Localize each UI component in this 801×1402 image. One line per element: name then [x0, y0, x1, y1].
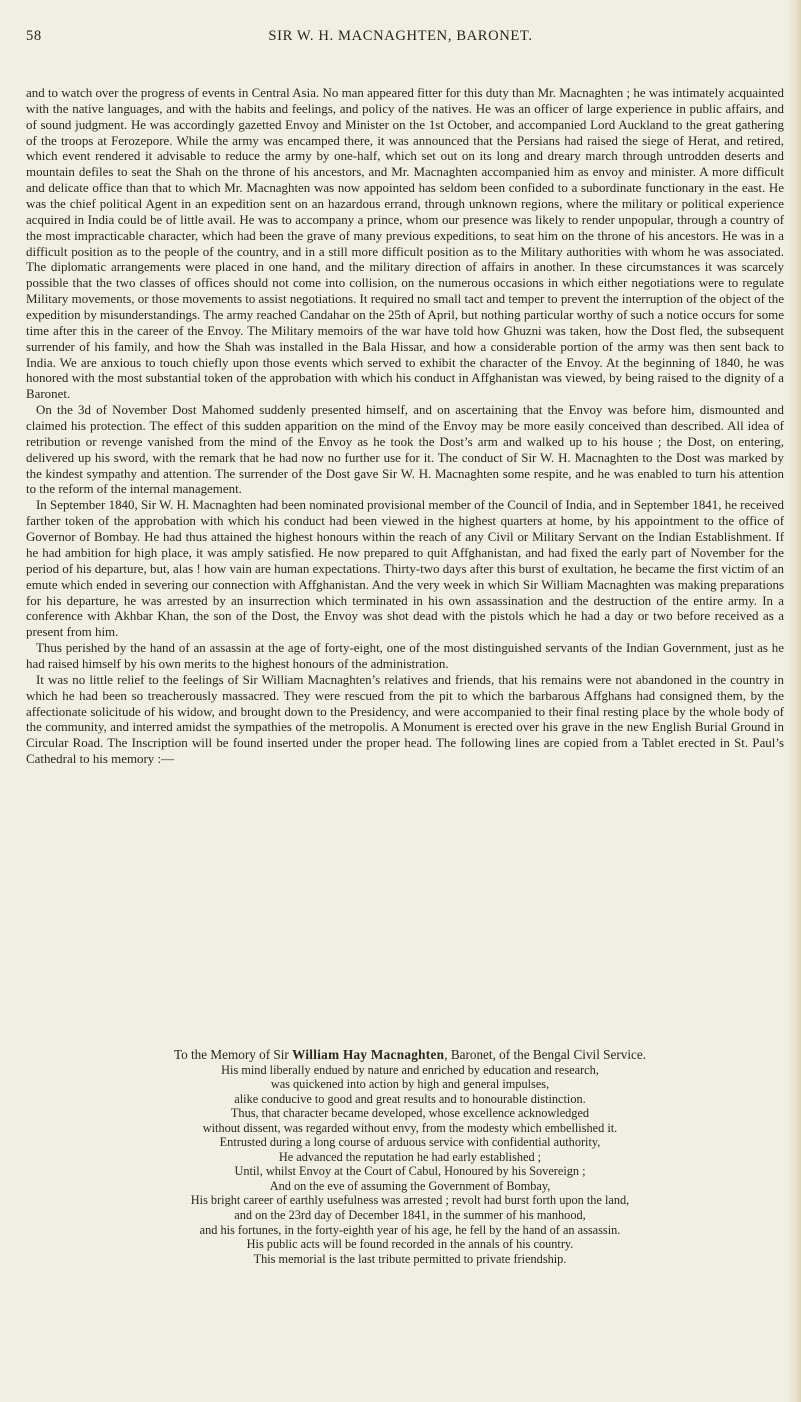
paragraph: Thus perished by the hand of an assassin at the age of forty-eight, one of the most distinguished servants of the Indian Government, just as he had raised himself by his own merits to the highest honours of the administration.: [26, 640, 784, 671]
inscription-line: His bright career of earthly usefulness was arrested ; revolt had burst forth upon the land,: [190, 1193, 630, 1208]
inscription-line: and his fortunes, in the forty-eighth year of his age, he fell by the hand of an assassin.: [199, 1222, 621, 1237]
honoree-name: William Hay Macnaghten: [292, 1047, 445, 1062]
inscription-line: He advanced the reputation he had early established ;: [278, 1149, 542, 1164]
inscription-line: His public acts will be found recorded in the annals of his country.: [246, 1237, 574, 1252]
inscription-line: Entrusted during a long course of arduous service with confidential authority,: [219, 1135, 601, 1150]
page-number: 58: [26, 28, 42, 44]
inscription-line: was quickened into action by high and general impulses,: [270, 1077, 550, 1092]
running-head: SIR W. H. MACNAGHTEN, BARONET.: [268, 28, 533, 44]
inscription-line: This memorial is the last tribute permitted to private friendship.: [253, 1251, 567, 1266]
inscription-line: And on the eve of assuming the Government of Bombay,: [269, 1178, 551, 1193]
inscription-line: His mind liberally endued by nature and enriched by education and research,: [221, 1062, 599, 1077]
inscription-line: without dissent, was regarded without envy, from the modesty which embellished it.: [202, 1120, 618, 1135]
page-header: [26, 28, 775, 48]
paragraph: It was no little relief to the feelings of Sir William Macnaghten’s relatives and friends, that his remains were not abandoned in the country in which he had been so treacherously massacred. They were rescued from the pit to which the barbarous Affghans had consigned them, by the affectionate solicitude of his widow, and brought down to the Presidency, and were accompanied to their final resting place by the whole body of the community, and interred amidst the sympathies of the metropolis. A Monument is erected over his grave in the new English Burial Ground in Circular Road. The Inscription will be found inserted under the proper head. The following lines are copied from a Tablet erected in St. Paul’s Cathedral to his memory :—: [26, 671, 784, 767]
inscription-line: Until, whilst Envoy at the Court of Cabul, Honoured by his Sovereign ;: [234, 1164, 586, 1179]
inscription-line: To the Memory of Sir William Hay Macnaghten, Baronet, of the Bengal Civil Service.: [173, 1047, 647, 1062]
page-edge: [787, 0, 801, 1402]
memorial-inscription: [40, 1048, 780, 1266]
inscription-line: alike conducive to good and great results and to honourable distinction.: [234, 1091, 586, 1106]
body-text: [26, 85, 784, 767]
inscription-line: and on the 23rd day of December 1841, in the summer of his manhood,: [234, 1208, 586, 1223]
inscription-line: Thus, that character became developed, whose excellence acknowledged: [230, 1106, 590, 1121]
paragraph: On the 3d of November Dost Mahomed suddenly presented himself, and on ascertaining that the Envoy was before him, dismounted and claimed his protection. The effect of this sudden apparition on the mind of the Envoy may be more easily conceived than described. All idea of retribution or revenge vanished from the mind of the Envoy as he took the Dost’s arm and walked up to his house ; the Dost, on entering, delivered up his sword, with the remark that he had now no further use for it. The conduct of Sir W. H. Macnaghten to the Dost was marked by the kindest sympathy and attention. The surrender of the Dost gave Sir W. H. Macnaghten some respite, and he was enabled to turn his attention to the reform of the internal management.: [26, 402, 784, 497]
paragraph: In September 1840, Sir W. H. Macnaghten had been nominated provisional member of the Council of India, and in September 1841, he received farther token of the approbation with which his conduct had been viewed in the highest quarters at home, by his appointment to the office of Governor of Bombay. He had thus attained the highest honours within the reach of any Civil or Military Servant on the Indian Establishment. If he had ambition for high place, it was amply satisfied. He now prepared to quit Affghanistan, and had fixed the early part of November for the period of his departure, but, alas ! how vain are human expectations. Thirty-two days after this burst of exultation, he became the first victim of an emute which ended in severing our connection with Affghanistan. And the very week in which Sir William Macnaghten was making preparations for his departure, he was arrested by an insurrection which terminated in his own assassination and the destruction of the entire army. In a conference with Akhbar Khan, the son of the Dost, the Envoy was shot dead with the pistols which he had a day or two before received as a present from him.: [26, 497, 784, 640]
paragraph: and to watch over the progress of events in Central Asia. No man appeared fitter for this duty than Mr. Macnaghten ; he was intimately acquainted with the native languages, and with the habits and feelings, and policy of the natives. He was an officer of large experience in public affairs, and of sound judgment. He was accordingly gazetted Envoy and Minister on the 1st October, and accompanied Lord Auckland to the great gathering of the troops at Ferozepore. While the army was encamped there, it was announced that the Persians had raised the siege of Herat, and retired, which event rendered it advisable to reduce the army by one-half, which set out on its long and dreary march through untrodden deserts and mountain defiles to seat the Shah on the throne of his ancestors, and Mr. Macnaghten accompanied him as envoy and minister. A more difficult and delicate office than that to which Mr. Macnaghten was now appointed has seldom been confided to a subordinate functionary in the east. He was the chief political Agent in an expedition sent on an hazardous errand, through unknown regions, where the military or political experience acquired in India could be of little avail. He was to accompany a prince, whom our presence was likely to render unpopular, through a country of the most impracticable character, which had been the grave of many previous expeditions, to seat him on the throne of his ancestors. He was in a difficult position as to the people of the country, and in a still more difficult position as to the Military authorities with whom he was associated. The diplomatic arrangements were placed in one hand, and the military direction of affairs in another. In these circumstances it was scarcely possible that the two classes of offices should not come into collision, on the numerous occasions in which either negotiations were to regulate Military movements, or those movements to assist negotiations. It required no small tact and temper to prevent the interruption of the object of the expedition by misunderstandings. The army reached Candahar on the 25th of April, but nothing particular worthy of such a notice occurs for some time after this in the career of the Envoy. The Military memoirs of the war have told how Ghuzni was taken, how the Dost fled, the subsequent surrender of his family, and how the Shah was installed in the Bala Hissar, and how a considerable portion of the army was then sent back to India. We are anxious to touch chiefly upon those events which served to exhibit the character of the Envoy. At the beginning of 1840, he was honored with the most substantial token of the approbation with which his conduct in Affghanistan was viewed, by being raised to the dignity of a Baronet.: [26, 85, 784, 402]
